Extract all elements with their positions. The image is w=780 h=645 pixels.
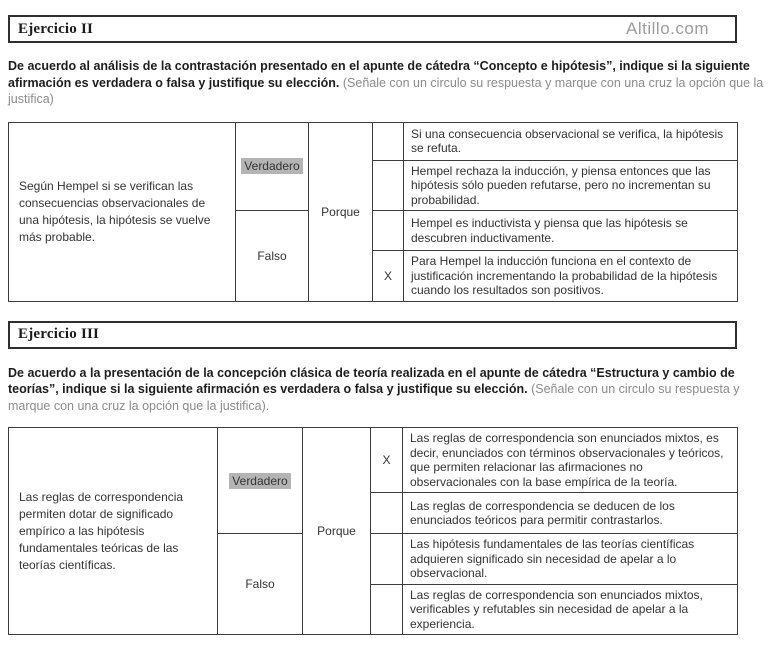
exercise3-justification-4: Las reglas de correspondencia son enunciados mixtos, verificables y refutables sin necesidad de apelar a la experiencia. — [403, 584, 738, 635]
exercise2-option-falso: Falso — [236, 211, 309, 302]
exercise2-mark-cell-2 — [373, 160, 404, 211]
exercise2-instructions-note: (Señale con un circulo su respuesta y marque con una cruz la opción que la justifica) — [8, 75, 764, 106]
exercise2-table — [8, 122, 738, 302]
exercise3-instructions — [8, 365, 772, 415]
exercise3-option-falso: Falso — [218, 534, 303, 635]
exercise3-statement: Las reglas de correspondencia permiten dotar de significado empírico a las hipótesis fundamentales teóricas de las teorías científicas. — [9, 428, 218, 635]
exercise3-instructions-main: De acuerdo a la presentación de la concepción clásica de teoría realizada en el apunte de cátedra “Estructura y cambio de teorías”, indique si la siguiente afirmación es verdadera o falsa y justifique su elección. — [8, 365, 735, 396]
justification-row — [9, 428, 738, 493]
exercise2-justification-4: Para Hempel la inducción funciona en el contexto de justificación incrementando la probabilidad de la hipótesis cuando los resultados son positivos. — [404, 251, 738, 302]
exercise2-title: Ejercicio II — [18, 20, 94, 37]
exercise2-justification-1: Si una consecuencia observacional se verifica, la hipótesis se refuta. — [404, 122, 738, 160]
exercise3-justification-1: Las reglas de correspondencia son enunciados mixtos, es decir, enunciados con términos observacionales y teóricos, que permiten relacionar las afirmaciones no observacionales con la base empírica de la teoría. — [403, 428, 738, 493]
exercise2-statement: Según Hempel si se verifican las consecuencias observacionales de una hipótesis, la hipótesis se vuelve más probable. — [9, 122, 236, 301]
exercise2-justification-2: Hempel rechaza la inducción, y piensa entonces que las hipótesis sólo pueden refutarse, pero no incrementan su probabilidad. — [404, 160, 738, 211]
exercise2-mark-cell-4: X — [373, 251, 404, 302]
site-watermark: Altillo.com — [626, 19, 709, 38]
exercise2-porque-cell: Porque — [309, 122, 373, 301]
verdadero-highlight: Verdadero — [241, 158, 302, 174]
exercise3-justification-2: Las reglas de correspondencia se deducen de los enunciados teóricos para permitir contrastarlos. — [403, 493, 738, 534]
exercise3-mark-cell-2 — [371, 493, 403, 534]
justification-row — [9, 122, 738, 160]
exercise2-header — [8, 15, 737, 43]
exercise3-justification-3: Las hipótesis fundamentales de las teorías científicas adquieren significado sin necesidad de apelar a lo observacional. — [403, 534, 738, 585]
exercise3-mark-cell-3 — [371, 534, 403, 585]
exercise3-option-verdadero — [218, 428, 303, 534]
exercise2-justification-3: Hempel es inductivista y piensa que las hipótesis se descubren inductivamente. — [404, 211, 738, 251]
exercise2-mark-cell-1 — [373, 122, 404, 160]
exercise3-porque-cell: Porque — [303, 428, 371, 635]
exercise3-instructions-note: (Señale con un circulo su respuesta y marque con una cruz la opción que la justifica). — [8, 382, 740, 413]
exercise3-mark-cell-1: X — [371, 428, 403, 493]
exercise2-instructions-main: De acuerdo al análisis de la contrastación presentado en el apunte de cátedra “Concepto e hipótesis”, indique si la siguiente afirmación es verdadera o falsa y justifique su elección. — [8, 59, 750, 90]
exercise2-option-verdadero — [236, 122, 309, 211]
exercise3-table — [8, 427, 738, 635]
exercise2-instructions — [8, 58, 772, 108]
exercise2-mark-cell-3 — [373, 211, 404, 251]
exercise3-title: Ejercicio III — [18, 326, 100, 342]
verdadero-highlight: Verdadero — [229, 473, 290, 489]
exercise3-header — [8, 321, 737, 349]
exercise3-mark-cell-4 — [371, 584, 403, 635]
